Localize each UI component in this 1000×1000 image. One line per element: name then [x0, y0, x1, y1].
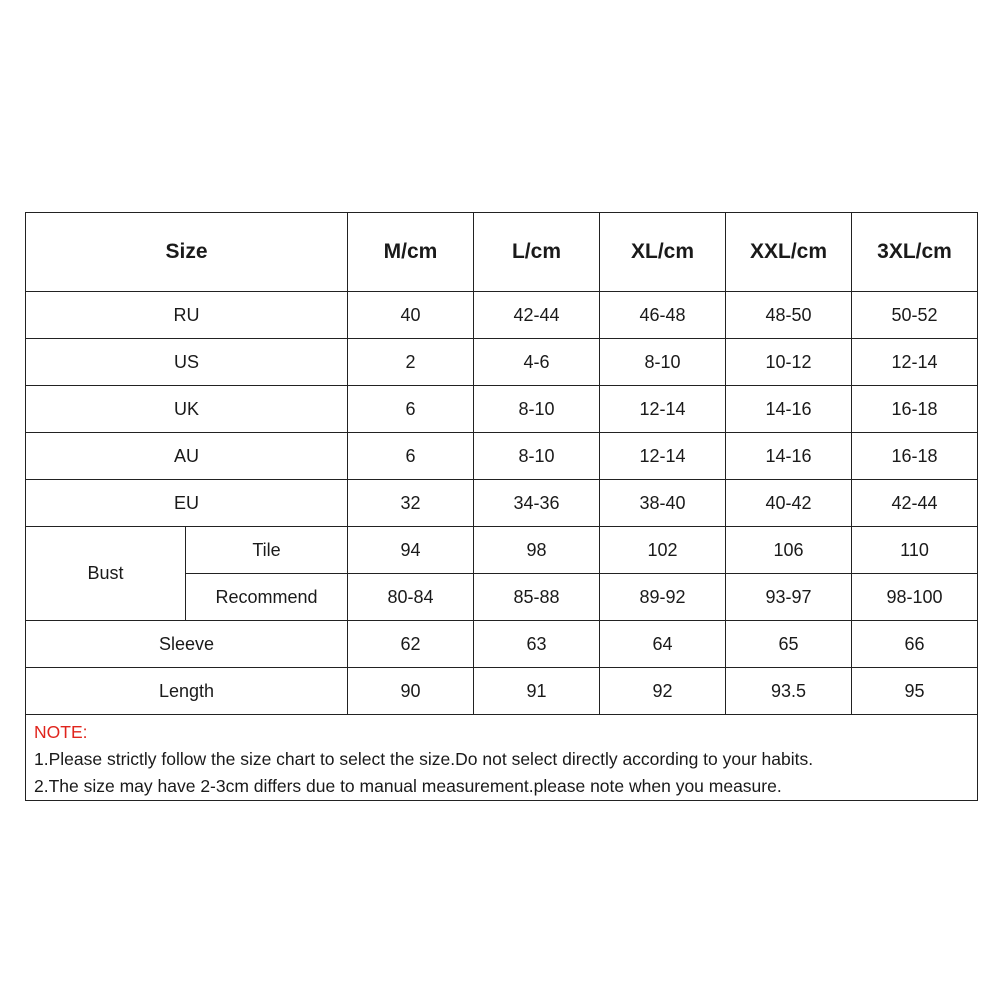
table-cell: 66 — [852, 621, 978, 668]
row-uk — [26, 386, 978, 433]
table-cell: 50-52 — [852, 292, 978, 339]
table-cell: 98 — [474, 527, 600, 574]
table-cell: 12-14 — [600, 433, 726, 480]
table-cell: 32 — [348, 480, 474, 527]
table-cell: 12-14 — [852, 339, 978, 386]
table-cell: 63 — [474, 621, 600, 668]
table-cell: 42-44 — [474, 292, 600, 339]
row-label: Length — [26, 668, 348, 715]
table-cell: 16-18 — [852, 433, 978, 480]
table-cell: 89-92 — [600, 574, 726, 621]
table-cell: 95 — [852, 668, 978, 715]
table-cell: 85-88 — [474, 574, 600, 621]
bust-tile-label: Tile — [186, 527, 348, 574]
header-l: L/cm — [474, 213, 600, 292]
header-m: M/cm — [348, 213, 474, 292]
row-bust-tile — [26, 527, 978, 574]
note-row — [26, 715, 978, 801]
table-cell: 110 — [852, 527, 978, 574]
bust-label: Bust — [26, 527, 186, 621]
row-us — [26, 339, 978, 386]
table-cell: 14-16 — [726, 386, 852, 433]
row-label: RU — [26, 292, 348, 339]
note-title: NOTE: — [34, 722, 88, 742]
table-cell: 2 — [348, 339, 474, 386]
table-cell: 8-10 — [600, 339, 726, 386]
row-au — [26, 433, 978, 480]
table-cell: 6 — [348, 433, 474, 480]
row-label: AU — [26, 433, 348, 480]
table-cell: 92 — [600, 668, 726, 715]
table-cell: 94 — [348, 527, 474, 574]
size-header-cell: Size — [26, 213, 348, 292]
table-cell: 102 — [600, 527, 726, 574]
table-cell: 40-42 — [726, 480, 852, 527]
table-cell: 90 — [348, 668, 474, 715]
header-xxl: XXL/cm — [726, 213, 852, 292]
table-cell: 93.5 — [726, 668, 852, 715]
table-cell: 40 — [348, 292, 474, 339]
header-row — [26, 213, 978, 292]
table-cell: 65 — [726, 621, 852, 668]
size-chart-table — [25, 212, 978, 801]
table-cell: 42-44 — [852, 480, 978, 527]
row-eu — [26, 480, 978, 527]
row-sleeve — [26, 621, 978, 668]
table-cell: 91 — [474, 668, 600, 715]
table-cell: 62 — [348, 621, 474, 668]
table-cell: 10-12 — [726, 339, 852, 386]
note-line-2: 2.The size may have 2-3cm differs due to manual measurement.please note when you measure. — [34, 776, 782, 796]
row-label: Sleeve — [26, 621, 348, 668]
table-cell: 16-18 — [852, 386, 978, 433]
header-3xl: 3XL/cm — [852, 213, 978, 292]
row-label: EU — [26, 480, 348, 527]
table-cell: 4-6 — [474, 339, 600, 386]
table-cell: 93-97 — [726, 574, 852, 621]
table-cell: 46-48 — [600, 292, 726, 339]
table-cell: 8-10 — [474, 433, 600, 480]
table-cell: 98-100 — [852, 574, 978, 621]
table-cell: 8-10 — [474, 386, 600, 433]
table-cell: 38-40 — [600, 480, 726, 527]
table-cell: 6 — [348, 386, 474, 433]
header-xl: XL/cm — [600, 213, 726, 292]
note-line-1: 1.Please strictly follow the size chart to select the size.Do not select directly according to your habits. — [34, 749, 814, 769]
table-cell: 14-16 — [726, 433, 852, 480]
table-cell: 80-84 — [348, 574, 474, 621]
row-length — [26, 668, 978, 715]
note-cell — [26, 715, 978, 801]
row-label: UK — [26, 386, 348, 433]
table-cell: 106 — [726, 527, 852, 574]
table-cell: 34-36 — [474, 480, 600, 527]
row-ru — [26, 292, 978, 339]
table-cell: 48-50 — [726, 292, 852, 339]
table-cell: 64 — [600, 621, 726, 668]
row-label: US — [26, 339, 348, 386]
bust-recommend-label: Recommend — [186, 574, 348, 621]
table-cell: 12-14 — [600, 386, 726, 433]
